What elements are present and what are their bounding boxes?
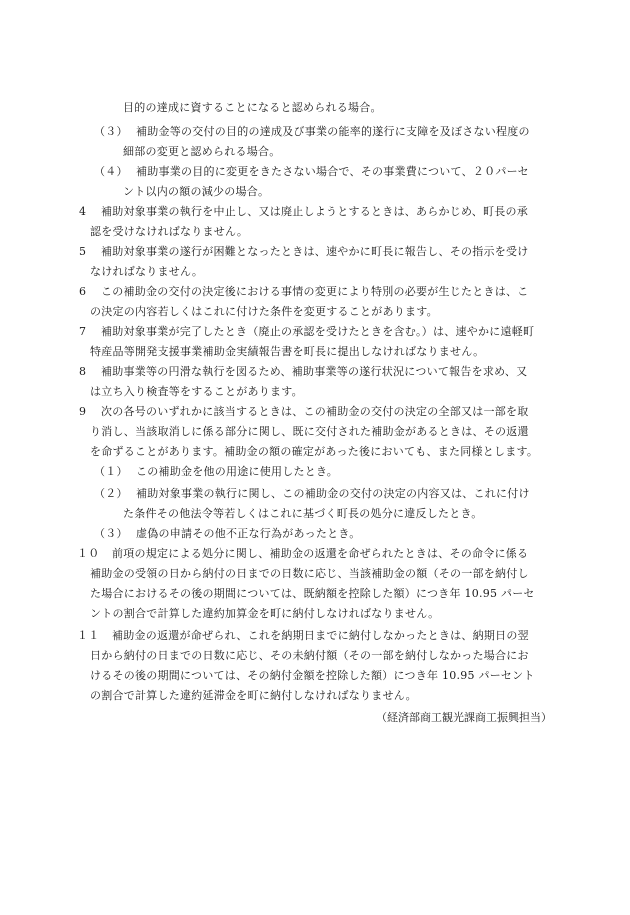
paragraph-line: 補助事業の目的に変更をきたさない場合で、その事業費について、２０パーセ [136, 165, 529, 178]
paragraph-line: けるその後の期間については、その納付金額を控除した額）につき年 10.95 パーセント [90, 669, 535, 682]
paragraph-line: 次の各号のいずれかに該当するときは、この補助金の交付の決定の全部又は一部を取 [101, 405, 529, 418]
paragraph-line: 認を受けなければなりません。 [90, 225, 249, 238]
paragraph-line: 補助事業等の円滑な執行を図るため、補助事業等の遂行状況について報告を求め、又 [101, 365, 528, 378]
paragraph-line: 補助対象事業の遂行が困難となったときは、速やかに町長に報告し、その指示を受け [101, 245, 529, 258]
item-number: 6 [79, 285, 87, 298]
paragraph-line: 虚偽の申請その他不正な行為があったとき。 [136, 527, 361, 540]
paragraph-line: 補助金等の交付の目的の達成及び事業の能率的遂行に支障を及ぼさない程度の [136, 125, 530, 138]
paragraph-line: 特産品等開発支援事業補助金実績報告書を町長に提出しなければなりません。 [90, 345, 485, 358]
item-number: 4 [79, 205, 87, 218]
subitem-label: （３） [94, 125, 128, 138]
paragraph-line: 補助対象事業が完了したとき（廃止の承認を受けたときを含む。）は、速やかに遠軽町 [101, 325, 535, 338]
paragraph-line: 細部の変更と認められる場合。 [123, 145, 281, 158]
paragraph-line: なければなりません。 [90, 265, 204, 278]
subitem-label: （４） [94, 165, 128, 178]
paragraph-line: この補助金の交付の決定後における事情の変更により特別の必要が生じたときは、こ [101, 285, 529, 298]
paragraph-line: 補助金の受領の日から納付の日までの日数に応じ、当該補助金の額（その一部を納付し [90, 567, 529, 580]
item-number: 5 [79, 245, 87, 258]
paragraph-line: ントの割合で計算した違約加算金を町に納付しなければなりません。 [90, 607, 440, 620]
paragraph-line: この補助金を他の用途に使用したとき。 [136, 465, 339, 478]
paragraph-line: の決定の内容若しくはこれに付けた条件を変更することがあります。 [90, 305, 438, 318]
item-number: １１ [77, 629, 100, 642]
item-number: 8 [79, 365, 87, 378]
paragraph-line: 日から納付の日までの日数に応じ、その未納付額（その一部を納付しなかった場合にお [90, 649, 529, 662]
subitem-label: （２） [94, 487, 128, 500]
subitem-label: （１） [94, 465, 128, 478]
item-number: １０ [77, 547, 100, 560]
paragraph-line: 目的の達成に資することになると認められる場合。 [123, 101, 382, 114]
paragraph-line: た場合におけるその後の期間については、既納額を控除した額）につき年 10.95 パーセ [90, 587, 535, 600]
paragraph-line: た条件その他法令等若しくはこれに基づく町長の処分に違反したとき。 [123, 507, 483, 520]
paragraph-line: 前項の規定による処分に関し、補助金の返還を命ぜられたときは、その命令に係る [112, 547, 529, 560]
department-footer: （経済部商工観光課商工振興担当） [376, 711, 552, 724]
item-number: 7 [79, 325, 87, 338]
paragraph-line: 補助対象事業の執行に関し、この補助金の交付の決定の内容又は、これに付け [136, 487, 530, 500]
paragraph-line: は立ち入り検査等をすることがあります。 [90, 385, 303, 398]
paragraph-line: を命ずることがあります。補助金の額の確定があった後においても、また同様とします。 [90, 445, 539, 458]
paragraph-line: の割合で計算した違約延滞金を町に納付しなければなりません。 [90, 689, 417, 702]
paragraph-line: 補助金の返還が命ぜられ、これを納期日までに納付しなかったときは、納期日の翌 [112, 629, 529, 642]
paragraph-line: 補助対象事業の執行を中止し、又は廃止しようとするときは、あらかじめ、町長の承 [101, 205, 529, 218]
paragraph-line: ント以内の額の減少の場合。 [123, 185, 270, 198]
subitem-label: （３） [94, 527, 128, 540]
item-number: 9 [79, 405, 87, 418]
paragraph-line: り消し、当該取消しに係る部分に関し、既に交付された補助金があるときは、その返還 [90, 425, 529, 438]
